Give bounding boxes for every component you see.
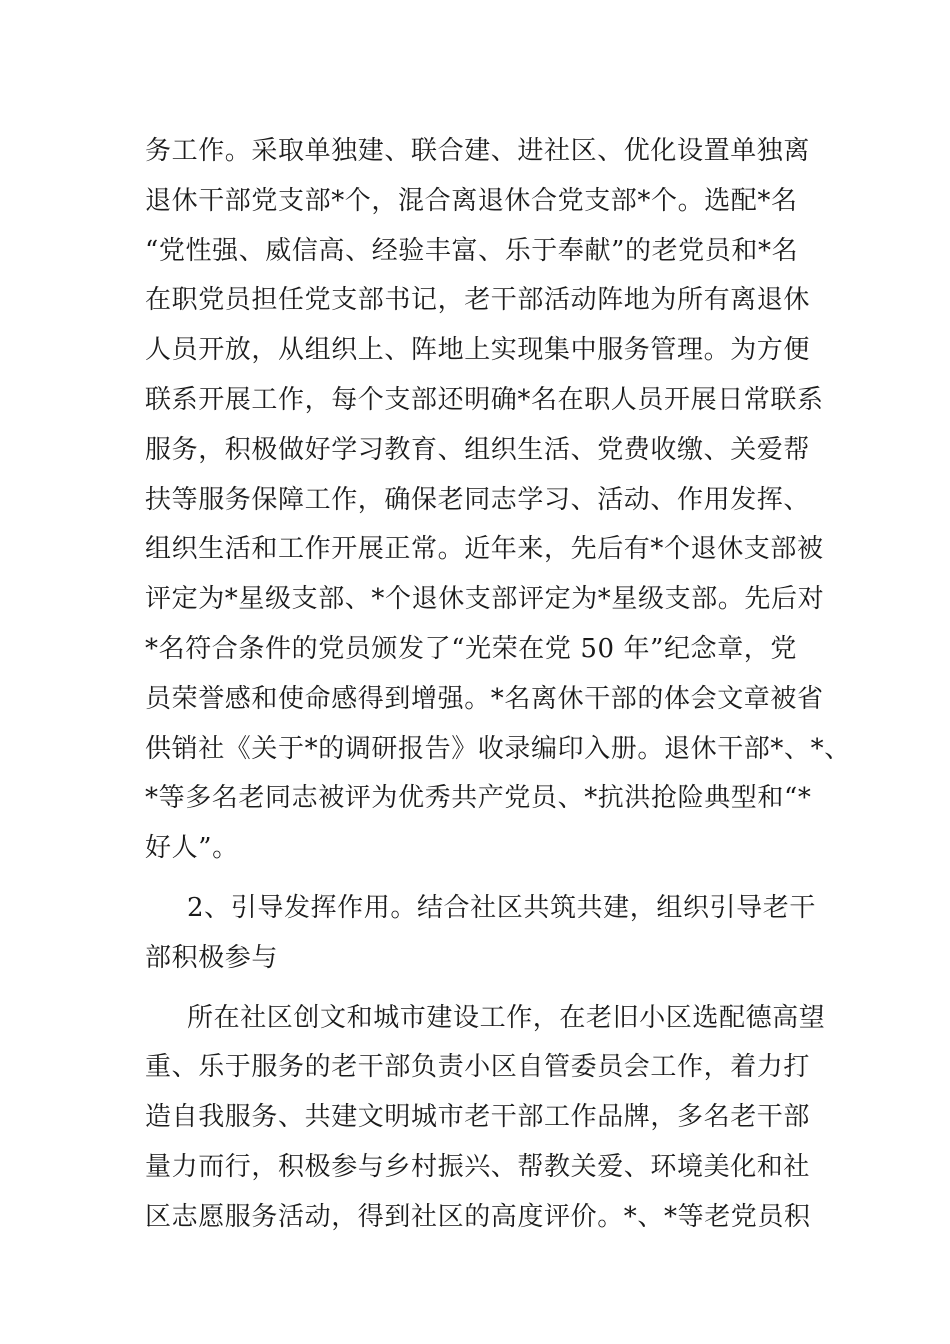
text-line-20: 造自我服务、共建文明城市老干部工作品牌，多名老干部 xyxy=(145,1102,811,1133)
section-heading-line-1: 2、引导发挥作用。结合社区共筑共建，组织引导老干 xyxy=(187,892,816,923)
text-line-21: 量力而行，积极参与乡村振兴、帮教关爱、环境美化和社 xyxy=(145,1151,811,1182)
text-line-11: *名符合条件的党员颁发了“光荣在党 50 年”纪念章，党 xyxy=(145,633,797,664)
text-line-2: 退休干部党支部*个，混合离退休合党支部*个。选配*名 xyxy=(145,185,798,216)
text-line-10: 评定为*星级支部、*个退休支部评定为*星级支部。先后对 xyxy=(145,584,825,615)
text-line-5: 人员开放，从组织上、阵地上实现集中服务管理。为方便 xyxy=(145,335,811,366)
body-text xyxy=(145,127,851,1243)
text-line-18: 所在社区创文和城市建设工作，在老旧小区选配德高望 xyxy=(187,1002,826,1033)
text-line-3: “党性强、威信高、经验丰富、乐于奉献”的老党员和*名 xyxy=(145,235,799,266)
text-line-14: *等多名老同志被评为优秀共产党员、*抗洪抢险典型和“* xyxy=(145,783,812,814)
paragraph-gap xyxy=(145,984,825,994)
text-line-19: 重、乐于服务的老干部负责小区自管委员会工作，着力打 xyxy=(145,1052,811,1083)
text-line-1: 务工作。采取单独建、联合建、进社区、优化设置单独离 xyxy=(145,136,811,166)
section-heading-line-2: 部积极参与 xyxy=(145,942,279,973)
text-line-6: 联系开展工作，每个支部还明确*名在职人员开展日常联系 xyxy=(145,384,824,415)
text-line-15: 好人”。 xyxy=(145,833,239,864)
text-line-13: 供销社《关于*的调研报告》收录编印入册。退休干部*、*、 xyxy=(145,733,851,764)
text-line-12: 员荣誉感和使命感得到增强。*名离休干部的体会文章被省 xyxy=(145,683,824,714)
text-line-7: 服务，积极做好学习教育、组织生活、党费收缴、关爱帮 xyxy=(145,434,811,465)
text-line-4: 在职党员担任党支部书记，老干部活动阵地为所有离退休 xyxy=(145,285,811,316)
text-line-8: 扶等服务保障工作，确保老同志学习、活动、作用发挥、 xyxy=(145,484,811,515)
paragraph-gap xyxy=(145,874,825,884)
text-line-22: 区志愿服务活动，得到社区的高度评价。*、*等老党员积 xyxy=(145,1201,811,1232)
text-line-9: 组织生活和工作开展正常。近年来，先后有*个退休支部被 xyxy=(145,534,824,565)
